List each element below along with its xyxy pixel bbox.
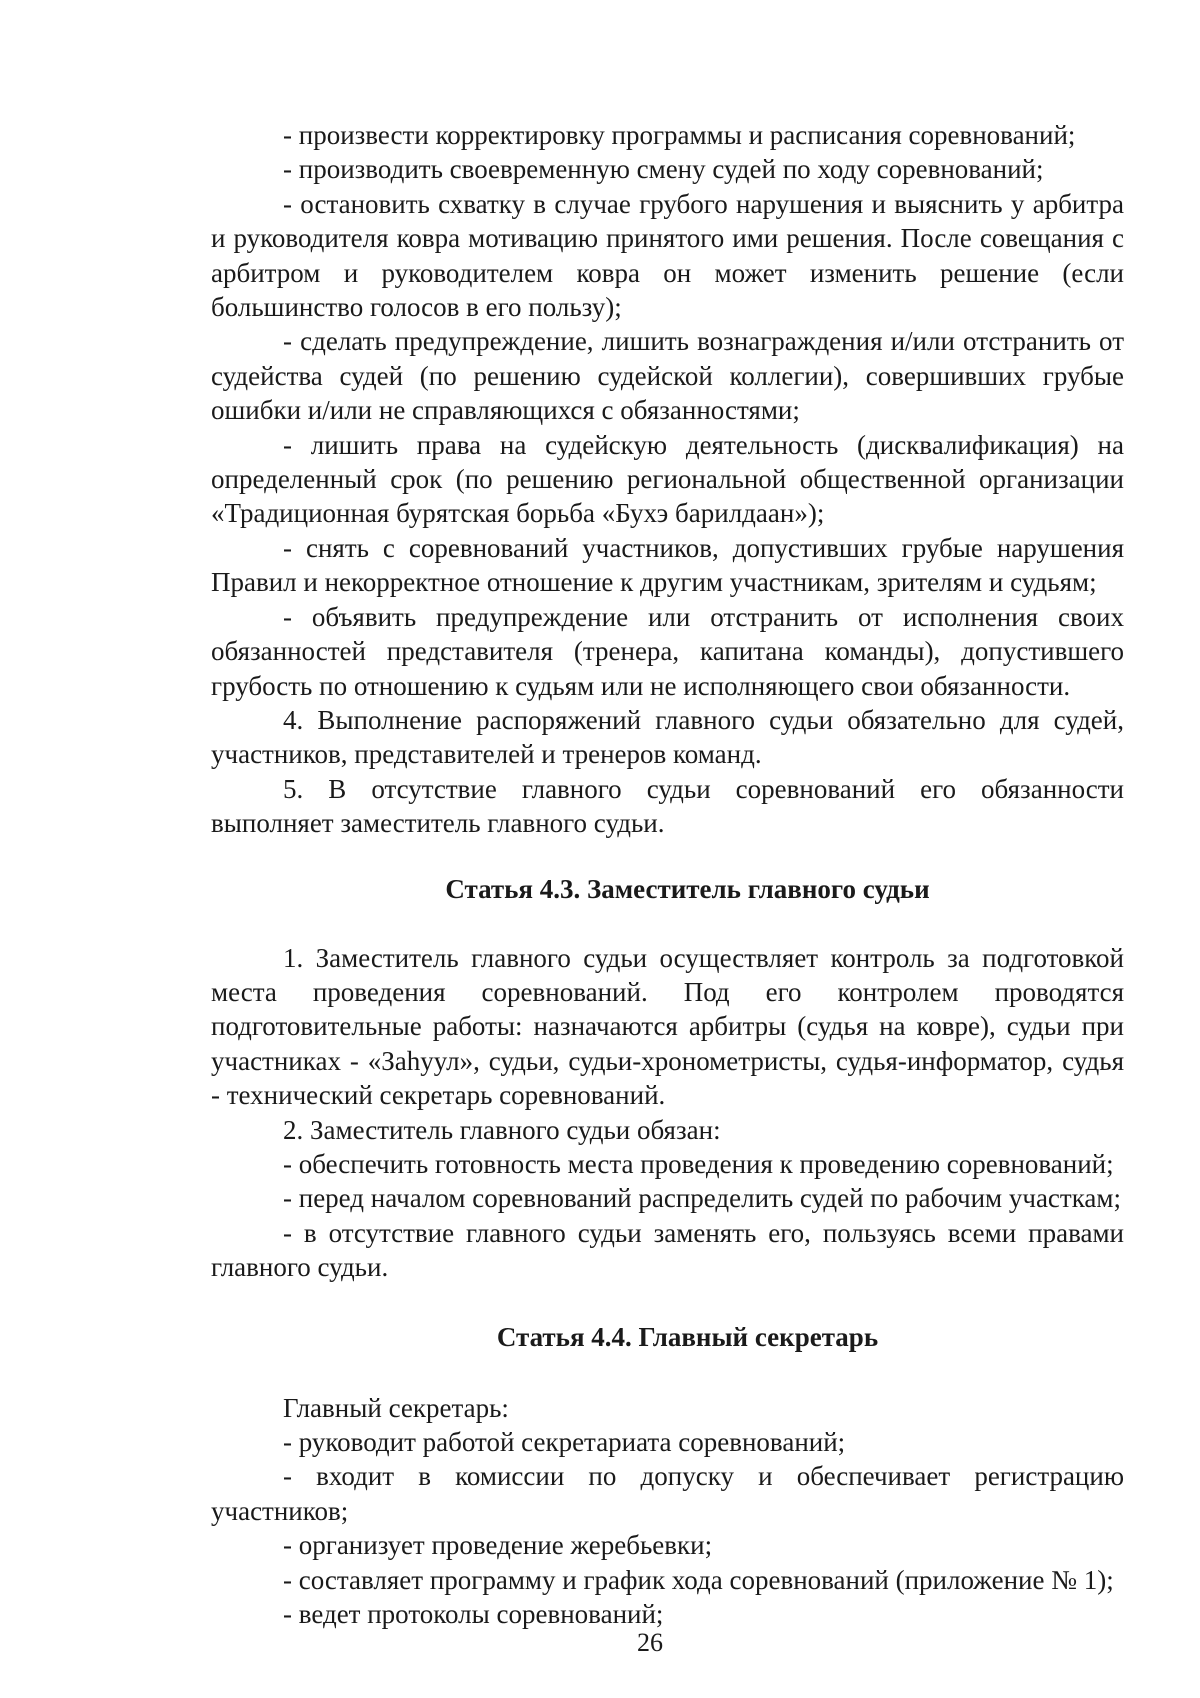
paragraph: - составляет программу и график хода соревнований (приложение № 1); xyxy=(283,1564,1114,1595)
paragraph: 4. Выполнение распоряжений главного судьи обязательно для судей, участников, представителей и тренеров команд. xyxy=(211,704,1124,770)
paragraph: - перед началом соревнований распределить судей по рабочим участкам; xyxy=(283,1183,1121,1214)
paragraph: - производить своевременную смену судей по ходу соревнований; xyxy=(283,154,1044,185)
paragraph: - руководит работой секретариата соревнований; xyxy=(283,1427,846,1457)
article-heading-4-3: Статья 4.3. Заместитель главного судьи xyxy=(445,873,930,904)
paragraph: 1. Заместитель главного судьи осуществляет контроль за подготовкой места проведения соревнований. Под его контролем проводятся подготовительные работы: назначаются арбитры (судья на ковре), судьи при участниках - «Заhуул», судьи, судьи-хронометристы, судья-информатор, судья - технический секретарь соревнований. xyxy=(211,942,1124,1111)
paragraph: 2. Заместитель главного судьи обязан: xyxy=(283,1114,721,1145)
paragraph: - сделать предупреждение, лишить вознаграждения и/или отстранить от судейства судей (по решению судейской коллегии), совершивших грубые ошибки и/или не справляющихся с обязанностями; xyxy=(211,326,1124,426)
paragraph: - организует проведение жеребьевки; xyxy=(283,1530,713,1561)
paragraph: - в отсутствие главного судьи заменять его, пользуясь всеми правами главного судьи. xyxy=(211,1217,1124,1283)
page-number: 26 xyxy=(637,1628,663,1657)
paragraph: - лишить права на судейскую деятельность (дисквалификация) на определенный срок (по решению региональной общественной организации «Традиционная бурятская борьба «Бухэ барилдаан»); xyxy=(211,429,1124,529)
paragraph: - остановить схватку в случае грубого нарушения и выяснить у арбитра и руководителя ковра мотивацию принятого ими решения. После совещания с арбитром и руководителем ковра он может изменить решение (если большинство голосов в его пользу); xyxy=(211,188,1124,323)
paragraph: - произвести корректировку программы и расписания соревнований; xyxy=(283,120,1076,150)
article-heading-4-4: Статья 4.4. Главный секретарь xyxy=(496,1321,879,1352)
paragraph: - ведет протоколы соревнований; xyxy=(283,1599,664,1630)
paragraph: - снять с соревнований участников, допустивших грубые нарушения Правил и некорректное отношение к другим участникам, зрителям и судьям; xyxy=(211,532,1124,598)
paragraph: - входит в комиссии по допуску и обеспечивает регистрацию участников; xyxy=(211,1461,1124,1526)
paragraph: Главный секретарь: xyxy=(283,1392,509,1423)
paragraph: 5. В отсутствие главного судьи соревнований его обязанности выполняет заместитель главного судьи. xyxy=(211,773,1124,839)
paragraph: - объявить предупреждение или отстранить от исполнения своих обязанностей представителя (тренера, капитана команды), допустившего грубость по отношению к судьям или не исполняющего свои обязанности. xyxy=(211,601,1124,701)
paragraph: - обеспечить готовность места проведения к проведению соревнований; xyxy=(283,1148,1114,1179)
